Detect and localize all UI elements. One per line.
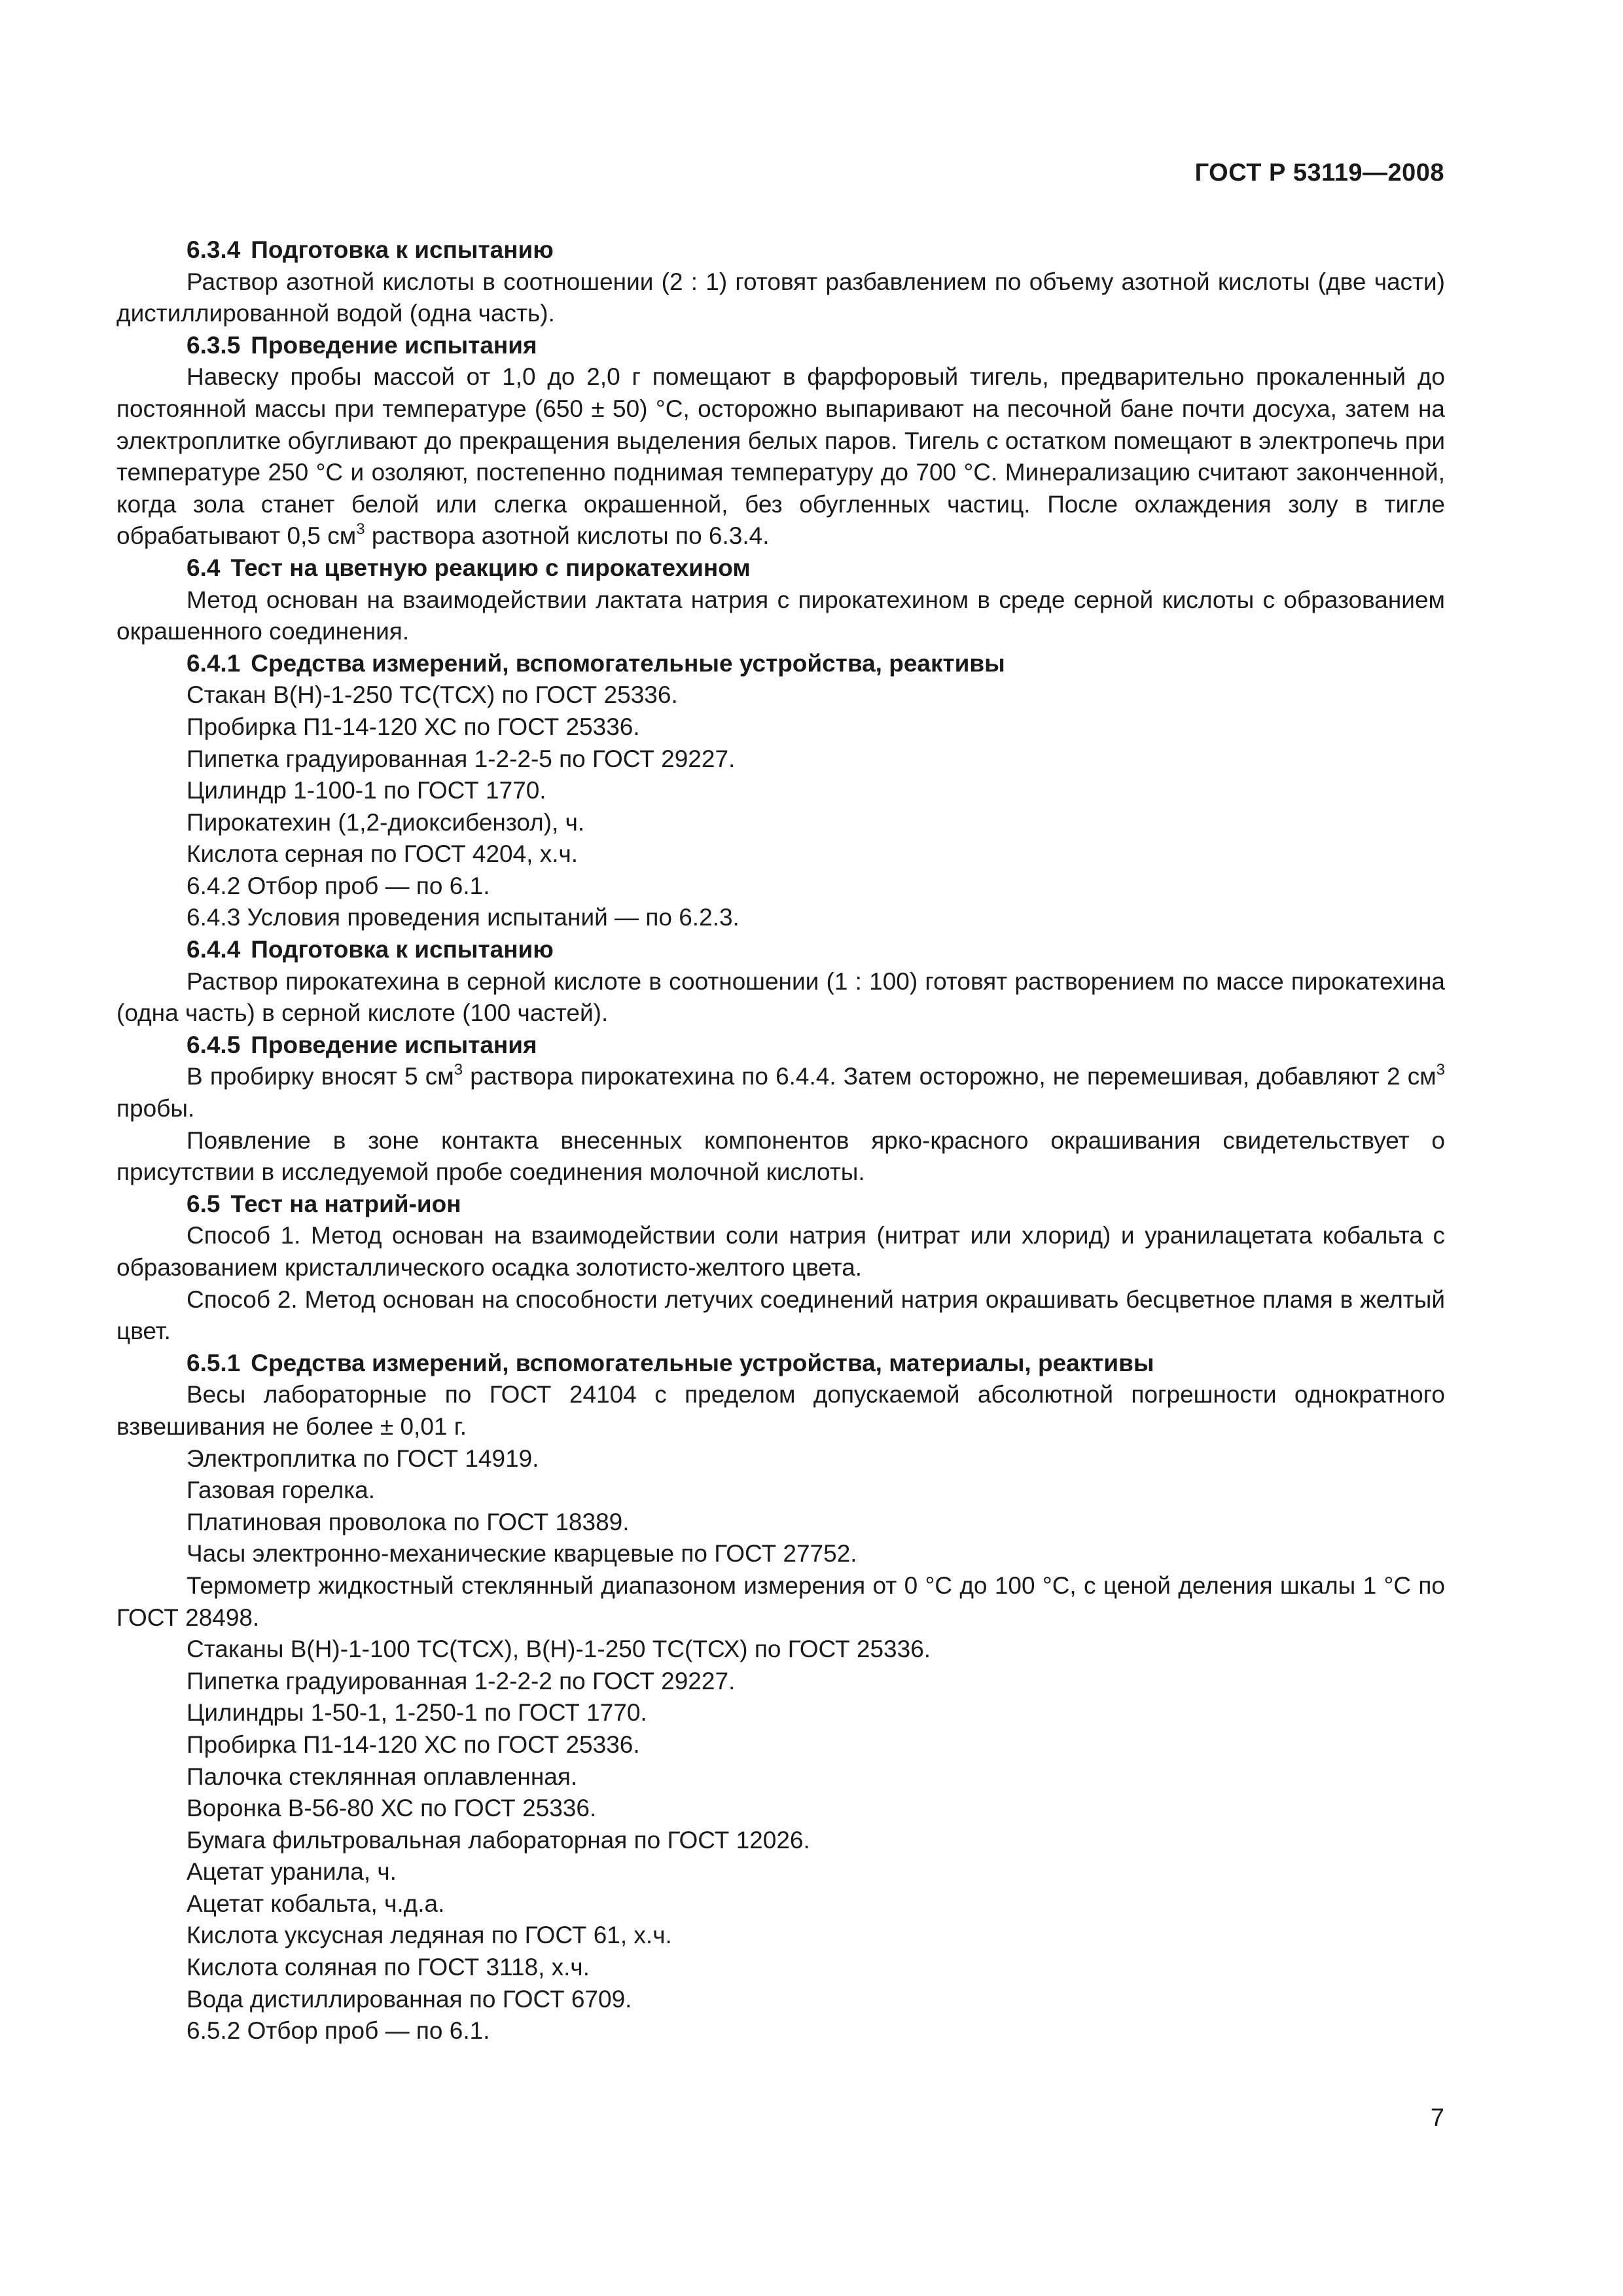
section-heading: 6.4.1 Средства измерений, вспомогательные устройства, реактивы bbox=[187, 649, 1005, 677]
list-item: Газовая горелка. bbox=[187, 1477, 376, 1504]
list-item: Стаканы В(Н)-1-100 ТС(ТСХ), В(Н)-1-250 ТС(ТСХ) по ГОСТ 25336. bbox=[187, 1636, 931, 1663]
section-heading: 6.4.4 Подготовка к испытанию bbox=[187, 936, 554, 963]
list-item: 6.4.2 Отбор проб — по 6.1. bbox=[187, 872, 490, 899]
section-heading: 6.3.4 Подготовка к испытанию bbox=[187, 236, 554, 263]
list-item: Пипетка градуированная 1-2-2-2 по ГОСТ 29227. bbox=[187, 1667, 736, 1695]
list-item: Цилиндры 1-50-1, 1-250-1 по ГОСТ 1770. bbox=[187, 1699, 647, 1727]
list-item: Пробирка П1-14-120 ХС по ГОСТ 25336. bbox=[187, 1731, 640, 1758]
paragraph: Весы лабораторные по ГОСТ 24104 с пределом допускаемой абсолютной погрешности однократного взвешивания не более ± 0,01 г. bbox=[116, 1381, 1445, 1440]
paragraph: Раствор пирокатехина в серной кислоте в соотношении (1 : 100) готовят растворением по массе пирокатехина (одна часть) в серной кислоте (100 частей). bbox=[116, 967, 1445, 1027]
list-item: Ацетат уранила, ч. bbox=[187, 1858, 397, 1886]
section-heading: 6.4.5 Проведение испытания bbox=[187, 1031, 537, 1058]
paragraph: Навеску пробы массой от 1,0 до 2,0 г помещают в фарфоровый тигель, предварительно прокаленный до постоянной массы при температуре (650 ± 50) °С, осторожно выпаривают на песочной бане почти досуха, затем на электроплитке обугливают до прекращения выделения белых паров. Тигель с остатком помещают в электропечь при температуре 250 °С и озоляют, постепенно поднимая температуру до 700 °С. Минерализацию считают законченной, когда зола станет белой или слегка окрашенной, без обугленных частиц. После охлаждения золу в тигле обрабатывают 0,5 $см^3$ раствора азотной кислоты по 6.3.4. bbox=[116, 363, 1445, 550]
paragraph: Способ 1. Метод основан на взаимодействии соли натрия (нитрат или хлорид) и уранилацетата кобальта с образованием кристаллического осадка золотисто-желтого цвета. bbox=[116, 1222, 1445, 1281]
paragraph: Термометр жидкостный стеклянный диапазоном измерения от 0 °С до 100 °С, с ценой деления шкалы 1 °С по ГОСТ 28498. bbox=[116, 1571, 1445, 1631]
list-item: Кислота соляная по ГОСТ 3118, х.ч. bbox=[187, 1954, 590, 1981]
paragraph: Способ 2. Метод основан на способности летучих соединений натрия окрашивать бесцветное пламя в желтый цвет. bbox=[116, 1285, 1445, 1345]
section-heading: 6.3.5 Проведение испытания bbox=[187, 331, 537, 359]
list-item: 6.4.3 Условия проведения испытаний — по 6.2.3. bbox=[187, 904, 740, 931]
list-item: Пирокатехин (1,2-диоксибензол), ч. bbox=[187, 808, 585, 836]
paragraph: Появление в зоне контакта внесенных компонентов ярко-красного окрашивания свидетельствует о присутствии в исследуемой пробе соединения молочной кислоты. bbox=[116, 1126, 1445, 1186]
list-item: Цилиндр 1-100-1 по ГОСТ 1770. bbox=[187, 777, 546, 804]
list-item: Бумага фильтровальная лабораторная по ГОСТ 12026. bbox=[187, 1826, 810, 1854]
list-item: Кислота серная по ГОСТ 4204, х.ч. bbox=[187, 840, 579, 868]
list-item: Пробирка П1-14-120 ХС по ГОСТ 25336. bbox=[187, 713, 640, 740]
section-heading: 6.4 Тест на цветную реакцию с пирокатехином bbox=[187, 554, 751, 581]
list-item: Электроплитка по ГОСТ 14919. bbox=[187, 1444, 539, 1472]
list-item: Кислота уксусная ледяная по ГОСТ 61, х.ч. bbox=[187, 1922, 672, 1949]
list-item: Вода дистиллированная по ГОСТ 6709. bbox=[187, 1985, 632, 2013]
section-heading: 6.5 Тест на натрий-ион bbox=[187, 1190, 461, 1217]
section-heading: 6.5.1 Средства измерений, вспомогательные устройства, материалы, реактивы bbox=[187, 1349, 1154, 1376]
list-item: Платиновая проволока по ГОСТ 18389. bbox=[187, 1508, 630, 1535]
list-item: Палочка стеклянная оплавленная. bbox=[187, 1763, 578, 1790]
list-item: Стакан В(Н)-1-250 ТС(ТСХ) по ГОСТ 25336. bbox=[187, 681, 678, 709]
list-item: Ацетат кобальта, ч.д.а. bbox=[187, 1890, 445, 1917]
document-body bbox=[116, 234, 1445, 2047]
list-item: 6.5.2 Отбор проб — по 6.1. bbox=[187, 2017, 490, 2045]
paragraph: В пробирку вносят 5 $см^3$ раствора пирокатехина по 6.4.4. Затем осторожно, не перемешивая, добавляют 2 $см^3$ пробы. bbox=[116, 1061, 1445, 1122]
list-item: Пипетка градуированная 1-2-2-5 по ГОСТ 29227. bbox=[187, 745, 736, 772]
list-item: Часы электронно-механические кварцевые по ГОСТ 27752. bbox=[187, 1540, 857, 1568]
paragraph: Метод основан на взаимодействии лактата натрия с пирокатехином в среде серной кислоты с образованием окрашенного соединения. bbox=[116, 586, 1445, 645]
document-header: ГОСТ Р 53119—2008 bbox=[1194, 159, 1444, 187]
page-number: 7 bbox=[1430, 2104, 1444, 2132]
paragraph: Раствор азотной кислоты в соотношении (2 : 1) готовят разбавлением по объему азотной кислоты (две части) дистиллированной водой (одна часть). bbox=[116, 268, 1445, 327]
list-item: Воронка В-56-80 ХС по ГОСТ 25336. bbox=[187, 1795, 597, 1822]
